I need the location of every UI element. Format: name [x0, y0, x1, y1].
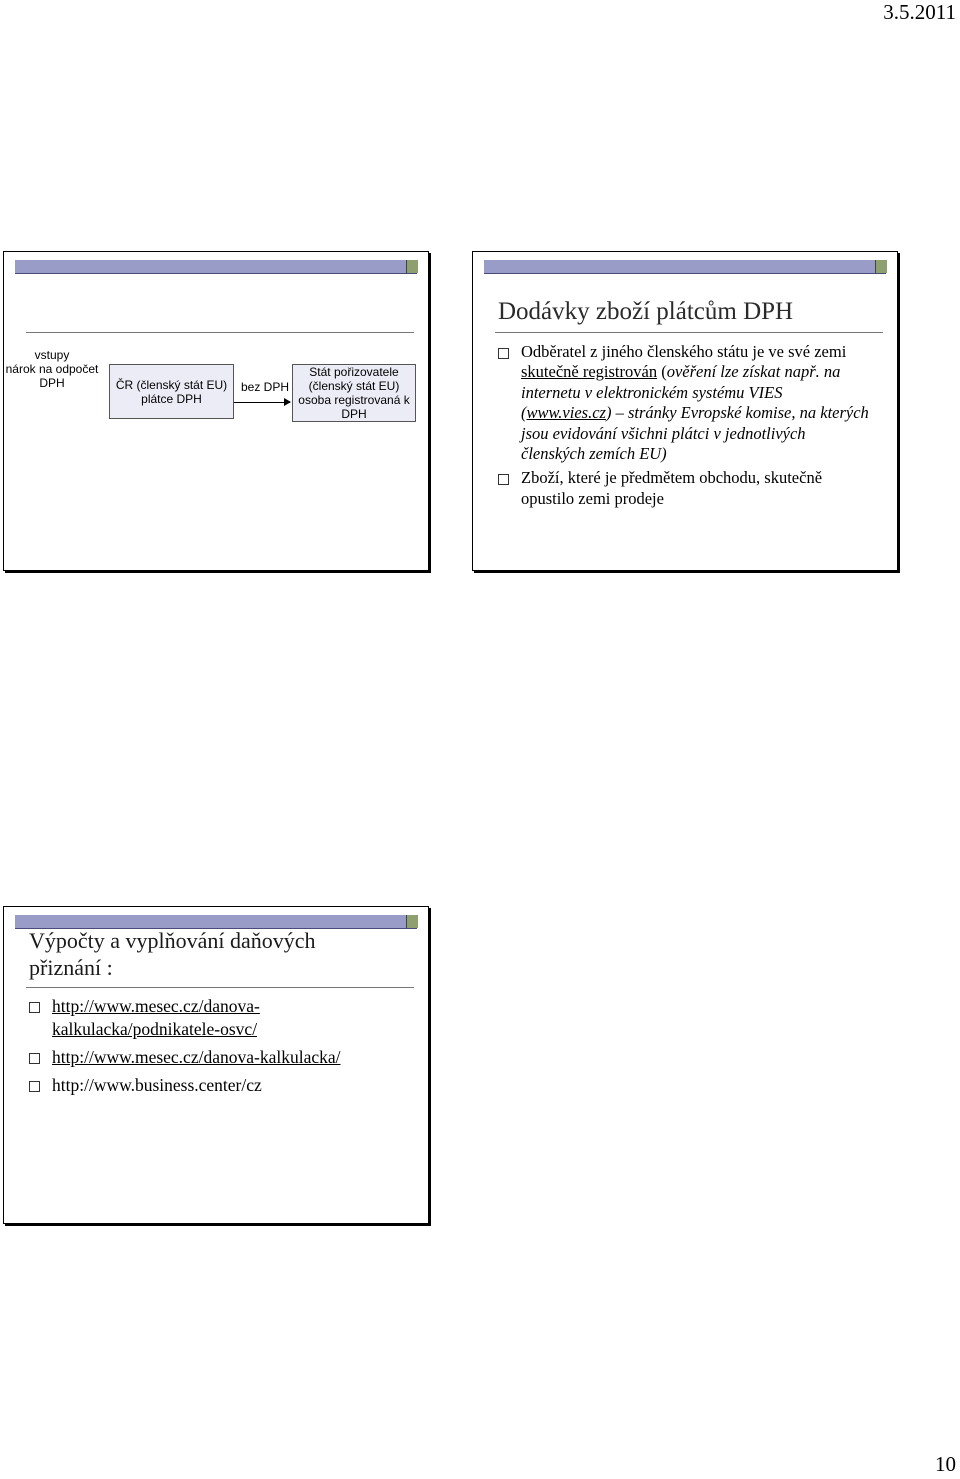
title-divider — [26, 332, 414, 333]
business-center-text: http://www.business.center/cz — [52, 1075, 262, 1095]
slide-title: Výpočty a vyplňování daňových přiznání : — [29, 928, 316, 980]
cz-box: ČR (členský stát EU) plátce DPH — [109, 364, 234, 419]
link-item — [26, 1046, 406, 1069]
square-bullet-icon — [498, 348, 509, 359]
input-vat-label: vstupy nárok na odpočet DPH — [5, 348, 99, 390]
mesec-calculator-link[interactable]: http://www.mesec.cz/danova-kalkulacka/ — [52, 1047, 341, 1067]
square-bullet-icon — [29, 1002, 40, 1013]
link-list — [26, 995, 406, 1097]
link-item — [26, 995, 406, 1041]
slide-1 — [3, 251, 429, 571]
square-bullet-icon — [29, 1053, 40, 1064]
slide-top-bar — [15, 260, 417, 274]
date: 3.5.2011 — [883, 0, 956, 24]
page-number: 10 — [935, 1452, 956, 1476]
arrow — [234, 402, 290, 403]
arrow-label: bez DPH — [240, 380, 290, 394]
state-box: Stát pořizovatele (členský stát EU) osoba registrovaná k DPH — [292, 364, 416, 422]
title-divider — [495, 332, 883, 333]
title-divider — [26, 987, 414, 988]
slide-top-bar — [484, 260, 886, 274]
mesec-osvc-link[interactable]: http://www.mesec.cz/danova- kalkulacka/podnikatele-osvc/ — [52, 996, 260, 1039]
slide-2 — [472, 251, 898, 571]
bullet-item: Zboží, které je předmětem obchodu, skutečně opustilo zemi prodeje — [495, 468, 873, 509]
bullet-list — [495, 342, 873, 509]
slide-3 — [3, 906, 429, 1224]
square-bullet-icon — [29, 1081, 40, 1092]
slide-title: Dodávky zboží plátcům DPH — [498, 298, 794, 325]
vies-link[interactable]: www.vies.cz — [526, 403, 606, 423]
square-bullet-icon — [498, 474, 509, 485]
bullet-item: Odběratel z jiného členského státu je ve své zemi skutečně registrován (ověření lze získat např. na internetu v elektronickém systému VIES (www.vies.cz) – stránky Evropské komise, na kterých jsou evidování všichni plátci v jednotlivých členských zemích EU) — [495, 342, 873, 464]
link-item — [26, 1074, 406, 1097]
